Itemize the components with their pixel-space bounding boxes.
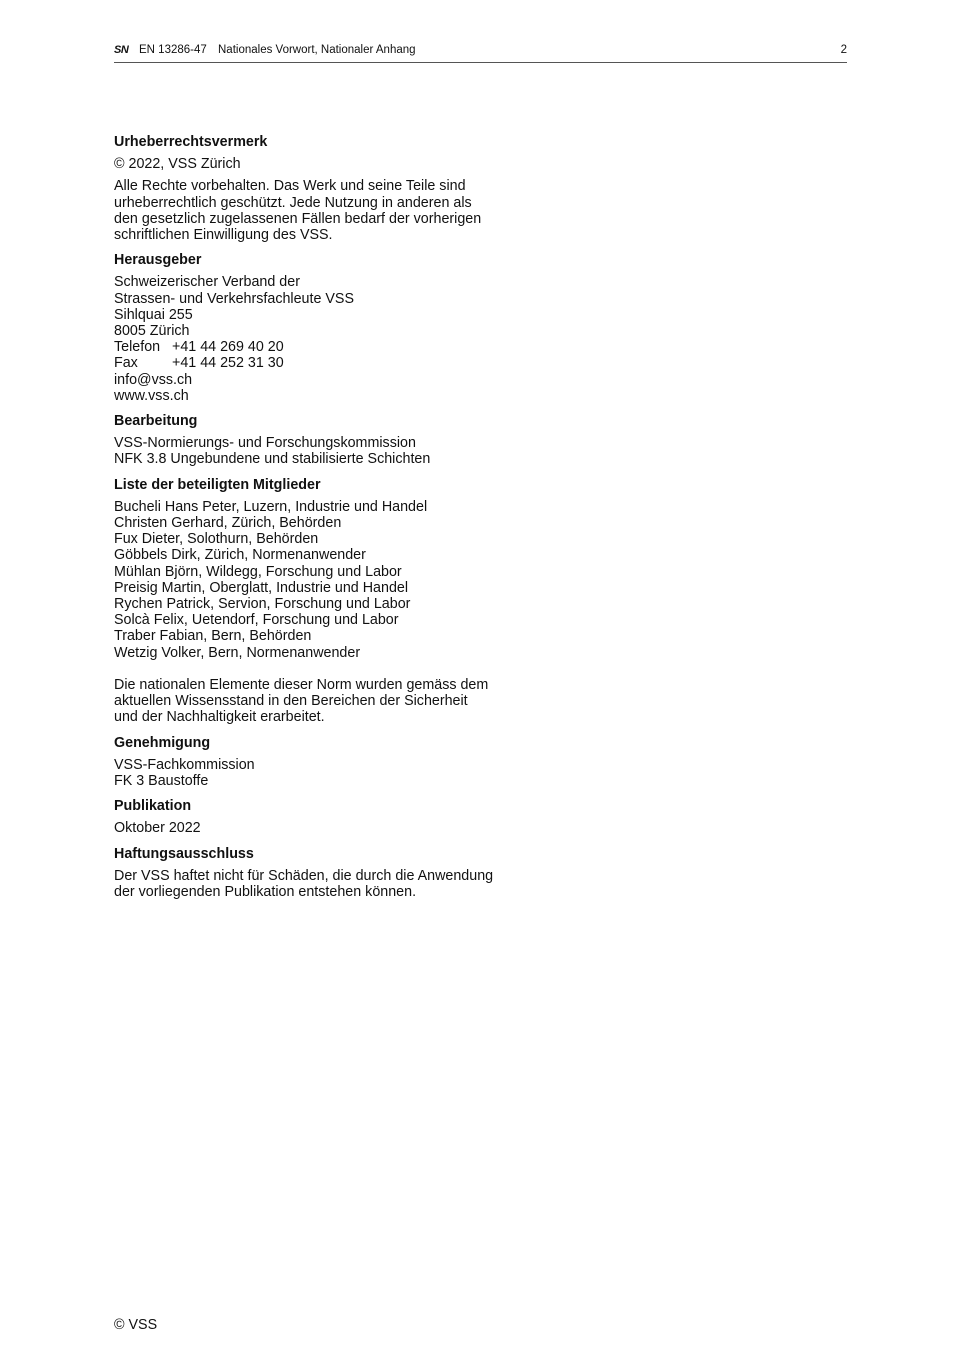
phone-label: Telefon — [114, 339, 161, 356]
member-item: Fux Dieter, Solothurn, Behörden — [114, 531, 319, 548]
editing-section — [114, 413, 534, 468]
page-footer: © VSS — [114, 1317, 158, 1333]
email-address: info@vss.ch — [114, 371, 193, 388]
text-line: den gesetzlich zugelassenen Fällen bedarf der vorherigen — [114, 210, 482, 227]
member-item: Wetzig Volker, Bern, Normenanwender — [114, 644, 361, 661]
document-title: Nationales Vorwort, Nationaler Anhang — [218, 44, 416, 56]
disclaimer-text — [114, 868, 534, 900]
address-line: Schweizerischer Verband der — [114, 274, 300, 291]
members-heading: Liste der beteiligten Mitglieder — [114, 476, 321, 493]
editing-text — [114, 435, 534, 467]
disclaimer-section — [114, 846, 534, 901]
copyright-heading: Urheberrechtsvermerk — [114, 134, 268, 150]
text-line: FK 3 Baustoffe — [114, 772, 209, 789]
publication-date: Oktober 2022 — [114, 820, 201, 837]
member-item: Mühlan Björn, Wildegg, Forschung und Labor — [114, 563, 402, 580]
document-number: EN 13286-47 — [139, 44, 207, 56]
copyright-text — [114, 178, 534, 243]
fax-row — [114, 355, 534, 371]
page-header — [114, 43, 847, 63]
member-item: Christen Gerhard, Zürich, Behörden — [114, 515, 342, 532]
text-line: urheberrechtlich geschützt. Jede Nutzung in anderen als — [114, 194, 472, 211]
member-item: Solcà Felix, Uetendorf, Forschung und Labor — [114, 612, 399, 629]
members-note — [114, 677, 534, 726]
editing-heading: Bearbeitung — [114, 413, 198, 430]
page-number: 2 — [840, 44, 847, 56]
address-line: Sihlquai 255 — [114, 306, 193, 323]
address-line: 8005 Zürich — [114, 323, 190, 340]
publication-section — [114, 798, 534, 836]
page-content — [114, 134, 534, 909]
fax-number: +41 44 252 31 30 — [172, 355, 284, 372]
approval-section — [114, 735, 534, 790]
member-item: Rychen Patrick, Servion, Forschung und Labor — [114, 596, 411, 613]
text-line: VSS-Fachkommission — [114, 756, 255, 773]
address-line: Strassen- und Verkehrsfachleute VSS — [114, 290, 355, 307]
member-item: Preisig Martin, Oberglatt, Industrie und Handel — [114, 579, 409, 596]
member-item: Bucheli Hans Peter, Luzern, Industrie und Handel — [114, 498, 428, 515]
approval-heading: Genehmigung — [114, 734, 211, 751]
publisher-heading: Herausgeber — [114, 252, 202, 269]
publisher-section — [114, 252, 534, 404]
text-line: aktuellen Wissensstand in den Bereichen der Sicherheit — [114, 693, 468, 710]
fax-label: Fax — [114, 355, 138, 372]
text-line: NFK 3.8 Ungebundene und stabilisierte Schichten — [114, 451, 431, 468]
copyright-line: © 2022, VSS Zürich — [114, 156, 241, 173]
phone-number: +41 44 269 40 20 — [172, 339, 284, 356]
text-line: Alle Rechte vorbehalten. Das Werk und seine Teile sind — [114, 178, 466, 195]
text-line: Die nationalen Elemente dieser Norm wurden gemäss dem — [114, 676, 489, 693]
text-line: Der VSS haftet nicht für Schäden, die durch die Anwendung — [114, 867, 494, 884]
text-line: schriftlichen Einwilligung des VSS. — [114, 227, 333, 244]
publisher-address — [114, 274, 534, 404]
members-section — [114, 477, 534, 726]
disclaimer-heading: Haftungsausschluss — [114, 845, 254, 862]
phone-row — [114, 339, 534, 355]
member-item: Traber Fabian, Bern, Behörden — [114, 628, 312, 645]
member-item: Göbbels Dirk, Zürich, Normenanwender — [114, 547, 366, 564]
text-line: und der Nachhaltigkeit erarbeitet. — [114, 709, 325, 726]
approval-text — [114, 757, 534, 789]
members-list — [114, 499, 534, 661]
sn-logo: SN — [114, 44, 129, 56]
copyright-section — [114, 134, 534, 243]
text-line: VSS-Normierungs- und Forschungskommission — [114, 435, 416, 452]
text-line: der vorliegenden Publikation entstehen können. — [114, 883, 417, 900]
website: www.vss.ch — [114, 387, 189, 404]
publication-heading: Publikation — [114, 798, 192, 815]
